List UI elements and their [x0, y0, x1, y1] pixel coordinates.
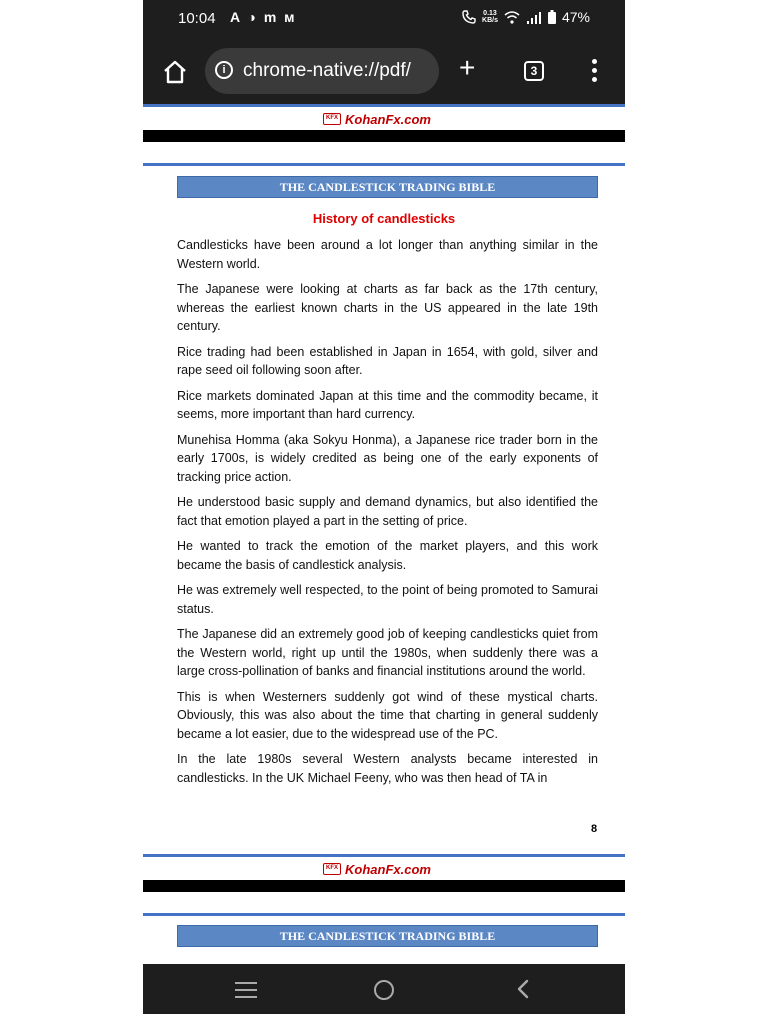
- recents-icon[interactable]: [235, 982, 257, 1003]
- logo-mark-icon: KFX: [323, 113, 341, 125]
- url-text[interactable]: chrome-native://pdf/: [243, 60, 411, 81]
- paragraph: The Japanese were looking at charts as far back as the 17th century, whereas the earliest known charts in the US appeared in the late 19th century.: [177, 282, 598, 333]
- page-gap-bar: [143, 880, 625, 892]
- status-bar: [143, 0, 625, 40]
- pdf-viewer[interactable]: [143, 104, 625, 964]
- home-icon[interactable]: [161, 58, 189, 86]
- paragraph: He understood basic supply and demand dynamics, but also identified the fact that emotion played a part in the setting of price.: [177, 495, 598, 528]
- paragraph: He wanted to track the emotion of the market players, and this work became the basis of candlestick analysis.: [177, 539, 598, 572]
- status-time: 10:04: [178, 10, 216, 27]
- document-header-title: THE CANDLESTICK TRADING BIBLE: [177, 925, 598, 947]
- browser-toolbar: [143, 40, 625, 104]
- wifi-icon: [504, 11, 520, 24]
- document-header-title: THE CANDLESTICK TRADING BIBLE: [177, 176, 598, 198]
- site-logo: [323, 111, 431, 127]
- battery-icon: [548, 10, 556, 24]
- net-speed: [482, 10, 498, 24]
- header-rule: [143, 913, 625, 916]
- phone-call-icon: [462, 10, 476, 24]
- status-right: [462, 9, 590, 25]
- back-icon[interactable]: [513, 978, 533, 1000]
- paragraph: Candlesticks have been around a lot longer than anything similar in the Western world.: [177, 238, 598, 271]
- paragraph: He was extremely well respected, to the point of being promoted to Samurai status.: [177, 583, 598, 616]
- battery-level: 47%: [561, 9, 590, 25]
- paragraph: The Japanese did an extremely good job of keeping candlesticks quiet from the Western world, right up until the 1980s, when suddenly there was a large cross-pollination of banks and financial institutions around the world.: [177, 627, 598, 678]
- paragraph: Rice markets dominated Japan at this time and the commodity became, it seems, more important than hard currency.: [177, 388, 598, 421]
- page-gap-bar: [143, 130, 625, 142]
- net-speed-unit: KB/s: [482, 17, 498, 24]
- address-bar[interactable]: [205, 48, 439, 94]
- page-number: 8: [591, 823, 598, 835]
- signal-icon: [526, 11, 542, 24]
- section-title: History of candlesticks: [312, 211, 456, 226]
- paragraph: In the late 1980s several Western analysts became interested in candlesticks. In the UK Michael Feeny, who was then head of TA in: [177, 752, 598, 785]
- logo-mark-icon: KFX: [323, 863, 341, 875]
- home-circle-icon[interactable]: [374, 980, 394, 1000]
- notification-icons: A ◑ m ᴍ: [230, 9, 297, 25]
- paragraph: Rice trading had been established in Japan in 1654, with gold, silver and rape seed oil following soon after.: [177, 344, 598, 377]
- system-nav-bar: [143, 964, 625, 1014]
- site-logo-text: KohanFx.com: [345, 111, 431, 127]
- site-logo-text: KohanFx.com: [345, 861, 431, 877]
- info-icon[interactable]: i: [215, 61, 233, 79]
- body-text: [177, 236, 598, 794]
- paragraph: This is when Westerners suddenly got wind of these mystical charts. Obviously, this was also about the time that charting in general suddenly became a lot easier, due to the widespread use of the PC.: [177, 689, 598, 741]
- paragraph: Munehisa Homma (aka Sokyu Honma), a Japanese rice trader born in the early 1700s, is widely credited as being one of the early exponents of tracking price action.: [177, 432, 598, 484]
- tab-switcher-button[interactable]: 3: [524, 61, 544, 81]
- header-rule: [143, 104, 625, 107]
- phone-screen: [143, 0, 625, 1014]
- net-speed-value: 0.13: [483, 10, 497, 17]
- header-rule: [143, 163, 625, 166]
- site-logo: [323, 861, 431, 877]
- new-tab-button[interactable]: +: [459, 52, 476, 83]
- more-menu-icon[interactable]: [588, 59, 600, 85]
- header-rule: [143, 854, 625, 857]
